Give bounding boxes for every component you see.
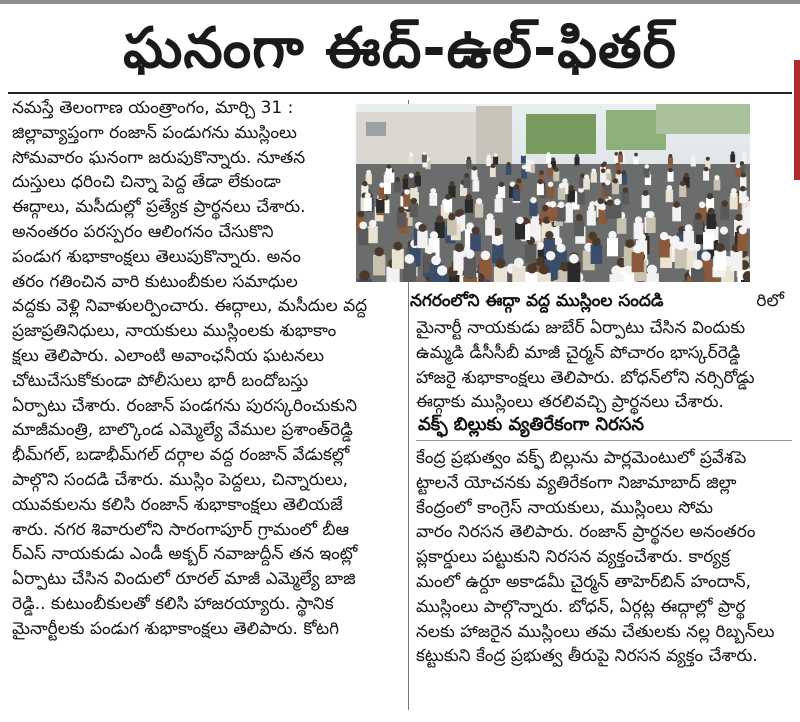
crowd-head xyxy=(645,164,649,168)
crowd-head xyxy=(409,173,414,178)
crowd-figure xyxy=(675,249,687,269)
text-line: కేంద్ర ప్రభుత్వం వక్ఫ్ బిల్లును పార్లమెంటులో ప్రవేశపె xyxy=(416,448,747,468)
crowd-head xyxy=(554,167,559,172)
crowd-head xyxy=(562,178,567,183)
crowd-head xyxy=(445,194,451,200)
crowd-head xyxy=(526,159,530,163)
crowd-head xyxy=(606,169,611,174)
crowd-head xyxy=(608,231,616,239)
crowd-head xyxy=(487,154,491,158)
crowd-head xyxy=(647,211,654,218)
crowd-head xyxy=(516,217,523,224)
crowd-head xyxy=(415,171,420,176)
crowd-head xyxy=(673,201,680,208)
crowd-head xyxy=(643,190,649,196)
crowd-figure xyxy=(720,206,729,220)
crowd-head xyxy=(486,213,493,220)
crowd-head xyxy=(472,227,480,235)
crowd-head xyxy=(558,201,565,208)
crowd-figure xyxy=(364,198,372,211)
crowd-head xyxy=(539,264,549,274)
crowd-figure xyxy=(743,213,750,228)
crowd-head xyxy=(731,191,737,197)
crowd-figure xyxy=(659,239,670,258)
crowd-head xyxy=(680,181,685,186)
text-line: మాజీమంత్రి, బాల్కొండ ఎమ్మెల్యే వేముల ప్రశాంత్‌రెడ్డి xyxy=(12,420,353,441)
crowd-head xyxy=(455,243,464,252)
crowd-head xyxy=(473,176,478,181)
crowd-head xyxy=(622,170,627,175)
crowd-head xyxy=(647,265,657,275)
crowd-figure xyxy=(453,251,465,271)
crowd-head xyxy=(731,151,735,155)
crowd-head xyxy=(516,178,521,183)
crowd-head xyxy=(635,216,642,223)
crowd-head xyxy=(385,178,390,183)
crowd-figure xyxy=(714,250,726,270)
crowd-head xyxy=(592,237,601,246)
subheading-rule xyxy=(416,440,792,441)
crowd-figure xyxy=(737,233,748,251)
crowd-head xyxy=(467,157,471,161)
crowd-head xyxy=(481,251,490,260)
crowd-figure xyxy=(730,154,735,162)
crowd-figure xyxy=(707,214,716,229)
text-line: సోమవారం ఘనంగా జరుపుకొన్నారు. నూతన xyxy=(12,147,306,168)
crowd-figure xyxy=(557,207,566,222)
crowd-figure xyxy=(386,267,399,282)
crowd-figure xyxy=(693,219,703,235)
crowd-head xyxy=(575,154,579,158)
crowd-figure xyxy=(735,167,741,177)
text-line: రెడ్డి.. కుటుంబీకులతో కలిసి హాజరయ్యారు. స్థానిక xyxy=(12,593,334,614)
crowd-head xyxy=(514,258,524,268)
crowd-head xyxy=(601,163,605,167)
crowd-head xyxy=(721,200,728,207)
crowd-figure xyxy=(691,158,696,166)
crowd-head xyxy=(494,153,498,157)
photo-caption-text: నగరంలోని ఈద్గా వద్ద ముస్లింల సందడి xyxy=(410,291,664,311)
crowd-figure xyxy=(547,167,553,177)
text-line: దుస్తులు ధరించి చిన్నా పెద్ద తేడా లేకుండా xyxy=(12,172,281,193)
article-right-column xyxy=(416,316,792,415)
crowd-figure xyxy=(567,262,580,282)
crowd-figure xyxy=(512,266,525,282)
crowd-figure xyxy=(515,223,525,240)
crowd-head xyxy=(633,244,642,253)
crowd-figure xyxy=(472,180,479,191)
text-line: క్షలు తెలిపారు. ఎలాంటి అవాంఛనీయ ఘటనలు xyxy=(12,345,324,366)
article-right-column-2 xyxy=(416,446,792,669)
crowd-figure xyxy=(666,190,673,202)
text-line: తరం గతించిన వారి కుటుంబీకుల సమాధుల xyxy=(12,271,298,292)
crowd-head xyxy=(499,182,504,187)
crowd-figure xyxy=(730,196,738,209)
text-line: ఉమ్మడి డీసీసీబీ మాజీ చైర్మన్ పోచారం భాస్కర్‌రెడ్డి xyxy=(416,342,741,363)
crowd-head xyxy=(395,177,400,182)
text-line: ర్‌ఎస్ నాయకుడు ఎండీ అక్బర్ నవాజుద్దీన్ తన ఇంట్లో xyxy=(12,544,358,565)
crowd-figure xyxy=(490,167,496,177)
crowd-figure xyxy=(429,193,437,206)
crowd-head xyxy=(741,173,746,178)
crowd-figure xyxy=(612,183,619,195)
crowd-figure xyxy=(410,187,417,199)
crowd-figure xyxy=(397,212,406,227)
crowd-figure xyxy=(606,205,615,219)
crowd-head xyxy=(707,193,713,199)
crowd-head xyxy=(530,197,536,203)
crowd-figure xyxy=(498,186,505,198)
crowd-head xyxy=(614,152,618,156)
crowd-head xyxy=(708,208,715,215)
crowd-figure xyxy=(600,172,606,182)
crowd-head xyxy=(411,198,417,204)
crowd-figure xyxy=(604,184,611,196)
crowd-photo xyxy=(356,104,750,282)
crowd-figure xyxy=(373,255,385,276)
crowd-head xyxy=(611,266,621,276)
crowd-figure xyxy=(574,157,579,165)
crowd-figure xyxy=(591,245,603,264)
crowd-figure xyxy=(408,177,415,188)
crowd-head xyxy=(569,254,579,264)
crowd-head xyxy=(667,185,673,191)
crowd-head xyxy=(466,194,472,200)
text-line: వద్దకు వెళ్లి నివాళులర్పించారు. ఈద్గాలు, మసీదుల వద్ద xyxy=(12,296,368,317)
crowd-figure xyxy=(622,192,630,205)
crowd-figure xyxy=(591,172,597,182)
text-line: హాజరై శుభాకాంక్షలు తెలిపారు. బోధన్‌లోని నర్సిరోడ్డు xyxy=(416,367,755,388)
crowd-head xyxy=(699,202,706,209)
page-headline: ఘనంగా ఈద్-ఉల్-ఫితర్ xyxy=(123,16,677,81)
crowd-head xyxy=(357,210,364,217)
crowd-head xyxy=(597,198,603,204)
crowd-figure xyxy=(465,199,473,213)
crowd-head xyxy=(436,215,443,222)
crowd-head xyxy=(613,178,618,183)
crowd-head xyxy=(547,152,551,156)
crowd-figure xyxy=(739,191,747,204)
crowd-head xyxy=(739,226,747,234)
crowd-figure xyxy=(495,199,503,213)
crowd-figure xyxy=(464,257,477,278)
crowd-figure xyxy=(384,182,391,194)
text-line: అనంతరం పరస్పరం ఆలింగనం చేసుకొని xyxy=(12,221,274,242)
crowd-head xyxy=(362,181,367,186)
headline-rule xyxy=(8,92,792,94)
crowd-head xyxy=(532,218,540,226)
crowd-head xyxy=(404,189,410,195)
crowd-head xyxy=(404,174,409,179)
crowd-head xyxy=(676,241,685,250)
crowd-head xyxy=(455,210,462,217)
crowd-figure xyxy=(549,206,558,221)
crowd-head xyxy=(522,152,526,156)
text-line: ముస్లింలు పాల్గొన్నారు. బోధన్, ఏర్గట్ల ఈద్గాల్లో ప్రార్థ xyxy=(416,596,746,617)
crowd-figure xyxy=(485,219,495,235)
crowd-head xyxy=(431,255,441,265)
text-line: ఏర్పాటు చేశారు. రంజాన్ పండగను పురస్కరించుకుని xyxy=(12,395,358,416)
crowd-figure xyxy=(714,179,721,190)
crowd-figure xyxy=(668,157,673,165)
crowd-head xyxy=(591,168,596,173)
crowd-head xyxy=(634,153,638,157)
crowd-head xyxy=(720,227,728,235)
crowd-head xyxy=(616,170,621,175)
crowd-head xyxy=(614,199,620,205)
crowd-figure xyxy=(410,203,418,217)
crowd-head xyxy=(684,173,689,178)
crowd-figure xyxy=(618,154,623,162)
crowd-head xyxy=(437,265,447,275)
crowd-head xyxy=(369,220,377,228)
crowd-head xyxy=(637,233,645,241)
crowd-figure xyxy=(368,226,378,243)
crowd-head xyxy=(422,151,426,155)
crowd-head xyxy=(527,263,537,273)
crowd-head xyxy=(430,188,436,194)
crowd-figure xyxy=(703,232,714,250)
crowd-figure xyxy=(632,252,644,272)
crowd-head xyxy=(685,224,693,232)
crowd-head xyxy=(548,182,553,187)
crowd-head xyxy=(605,180,610,185)
crowd-figure xyxy=(513,189,520,201)
text-line: ప్లకార్డులు పట్టుకుని నిరసన వ్యక్తంచేశారు. కార్యక్ర xyxy=(416,547,730,568)
crowd-head xyxy=(496,258,506,268)
crowd-head xyxy=(449,181,454,186)
text-line: పాల్గొని సందడి చేశారు. ముస్లిం పెద్దలు, చిన్నారులు, xyxy=(12,469,349,490)
crowd-figure xyxy=(634,156,639,164)
crowd-head xyxy=(472,166,476,170)
crowd-head xyxy=(430,231,438,239)
crowd-figure xyxy=(525,244,537,263)
crowd-figure xyxy=(466,160,471,169)
crowd-figure xyxy=(386,168,392,178)
text-line: జిల్లావ్యాప్తంగా రంజాన్ పండుగను ముస్లింలు xyxy=(12,122,297,143)
text-line: భీమ్‌గల్, బడాభీమ్‌గల్ దర్గాల వద్ద రంజాన్ వేడుకల్లో xyxy=(12,445,350,466)
text-line: యువకులను కలిసి రంజాన్ శుభాకాంక్షలు తెలియజే xyxy=(12,494,343,515)
crowd-figure xyxy=(358,228,368,245)
crowd-figure xyxy=(617,218,627,234)
crowd-head xyxy=(545,231,553,239)
crowd-figure xyxy=(553,171,559,181)
crowd-head xyxy=(668,168,673,173)
text-line: పండుగ శుభాకాంక్షలు తెలుపుకొన్నారు. అనం xyxy=(12,246,301,267)
crowd-head xyxy=(693,259,703,269)
crowd-figure xyxy=(417,231,428,249)
crowd-head xyxy=(691,155,695,159)
crowd-head xyxy=(551,157,555,161)
crowd-figure xyxy=(583,179,590,190)
crowd-figure xyxy=(422,154,427,162)
crowd-head xyxy=(576,214,583,221)
crowd-figure xyxy=(703,171,709,181)
crowd-figure xyxy=(506,166,512,175)
crowd-head xyxy=(359,221,367,229)
crowd-figure xyxy=(667,171,673,181)
crowd-head xyxy=(695,213,702,220)
crowd-head xyxy=(493,237,502,246)
crowd-figure xyxy=(646,217,656,233)
crowd-head xyxy=(559,183,564,188)
crowd-head xyxy=(464,173,469,178)
crowd-figure xyxy=(447,219,457,235)
crowd-figure xyxy=(691,268,704,282)
crowd-figure xyxy=(558,188,565,200)
text-line: మైనార్టీ నాయకుడు జుబేర్ ఏర్పాటు చేసిన విందుకు xyxy=(416,318,746,338)
crowd-figure xyxy=(547,186,554,198)
crowd-figure xyxy=(730,251,742,271)
crowd-figure xyxy=(493,156,498,164)
crowd-figure xyxy=(613,204,622,218)
crowd-head xyxy=(660,232,668,240)
text-line: ట్టాలనే యోచనకు వ్యతిరేకంగా నిజామాబాద్ జిల్లా xyxy=(416,472,737,493)
text-line: కేంద్రంలో కాంగ్రెస్ నాయకులు, ముస్లింలు సోమ xyxy=(416,497,713,518)
crowd-head xyxy=(607,199,613,205)
crowd-head xyxy=(514,184,520,190)
crowd-head xyxy=(568,185,574,191)
crowd-head xyxy=(619,151,623,155)
crowd-figure xyxy=(577,192,585,205)
crowd-head xyxy=(550,201,557,208)
crowd-head xyxy=(365,192,371,198)
crowd-figure xyxy=(409,156,414,164)
crowd-head xyxy=(736,164,740,168)
crowd-figure xyxy=(644,168,650,178)
crowd-head xyxy=(623,187,629,193)
crowd-figure xyxy=(403,262,416,282)
crowd-head xyxy=(740,186,746,192)
crowd-head xyxy=(588,205,595,212)
crowd-head xyxy=(600,204,607,211)
crowd-figure xyxy=(486,158,491,166)
crowd-head xyxy=(359,270,370,281)
crowd-head xyxy=(704,167,709,172)
crowd-head xyxy=(366,170,371,175)
crowd-figure xyxy=(521,155,526,163)
crowd-head xyxy=(375,247,384,256)
photo-caption xyxy=(410,288,792,314)
crowd-figure xyxy=(642,195,650,208)
crowd-figure xyxy=(470,233,481,251)
crowd-figure xyxy=(475,203,484,217)
crowd-head xyxy=(393,242,402,251)
crowd-head xyxy=(735,214,742,221)
crowd-figure xyxy=(574,220,584,236)
crowd-figure xyxy=(392,249,404,269)
crowd-head xyxy=(398,206,405,213)
crowd-head xyxy=(448,213,455,220)
text-line: నమస్తే తెలంగాణ యంత్రాంగం, మార్చి 31 : xyxy=(12,98,294,118)
crowd-head xyxy=(742,152,746,156)
caption-tail-text: రిలో xyxy=(756,291,784,311)
text-line: ప్రజాప్రతినిధులు, నాయకులు ముస్లింలకు శుభాకాం xyxy=(12,321,337,342)
text-line: ఈద్గాలు, మసీదుల్లో ప్రత్యేక ప్రార్థనలు చేశారు. xyxy=(12,197,306,218)
text-line: ఏర్పాటు చేసిన విందులో రూరల్ మాజీ ఎమ్మెల్యే బాజి xyxy=(12,569,356,590)
crowd-head xyxy=(714,175,719,180)
crowd-figure xyxy=(444,199,452,213)
crowd-figure xyxy=(568,190,575,202)
crowd-head xyxy=(701,251,711,261)
crowd-figure xyxy=(463,177,470,188)
crowd-head xyxy=(476,198,482,204)
text-line: మంలో ఉర్దూ అకాడమీ చైర్మన్ తాహెర్‌బిన్ హందాన్, xyxy=(416,571,751,592)
crowd-head xyxy=(409,153,413,157)
crowd-figure xyxy=(679,185,686,197)
crowd-figure xyxy=(614,155,619,163)
crowd-head xyxy=(669,154,673,158)
crowd-figure xyxy=(546,155,551,163)
crowd-head xyxy=(557,244,566,253)
crowd-figure xyxy=(672,207,681,222)
text-line: నలకు హాజరైన ముస్లింలు తమ చేతులకు నల్ల రిబ్బన్‌లు xyxy=(416,621,775,642)
crowd-figure xyxy=(525,163,530,172)
crowd-head xyxy=(538,179,543,184)
crowd-head xyxy=(546,251,556,261)
article-left-column xyxy=(12,96,404,642)
text-line: కట్టుకుని కేంద్ర ప్రభుత్వ తీరుపై నిరసన వ్యక్తం చేశారు. xyxy=(416,646,758,667)
crowd-head xyxy=(601,168,606,173)
subheading: వక్ఫ్ బిల్లుకు వ్యతిరేకంగా నిరసన xyxy=(418,414,645,435)
crowd-head xyxy=(716,243,725,252)
crowd-head xyxy=(625,239,634,248)
crowd-figure xyxy=(394,181,401,192)
text-line: మైనార్టీలకు పండుగ శుభాకాంక్షలు తెలిపారు. కోటగి xyxy=(12,618,340,639)
text-line: వారం నిరసన తెలిపారు. రంజాన్ ప్రార్థనల అనంతరం xyxy=(416,522,756,543)
crowd-figure xyxy=(587,210,596,225)
crowd-head xyxy=(387,164,391,168)
crowd-head xyxy=(405,254,415,264)
crowd-figure xyxy=(607,238,618,256)
text-line: చోటుచేసుకోకుండా పోలీసులు భారీ బందోబస్తు xyxy=(12,370,309,391)
text-line: శారు. నగర శివారులోని సారంగాపూర్ గ్రామంలో బీఆ xyxy=(12,519,350,540)
crowd-figure xyxy=(376,199,384,213)
crowd-figure xyxy=(494,267,507,282)
crowd-head xyxy=(542,205,549,212)
crowd-head xyxy=(565,202,572,209)
crowd-head xyxy=(539,170,544,175)
crowd-head xyxy=(584,174,589,179)
top-border xyxy=(0,0,800,4)
crowd-head xyxy=(506,162,510,166)
crowd-head xyxy=(465,249,474,258)
crowd-photo-illustration xyxy=(356,104,750,282)
text-line: ఈద్గాకు ముస్లింలు తరలివచ్చి ప్రార్థనలు చేశారు. xyxy=(416,392,724,413)
crowd-figure xyxy=(537,183,544,195)
crowd-head xyxy=(548,164,552,168)
crowd-head xyxy=(419,224,427,232)
crowd-figure xyxy=(529,202,537,216)
crowd-head xyxy=(706,157,710,161)
crowd-head xyxy=(740,161,744,165)
